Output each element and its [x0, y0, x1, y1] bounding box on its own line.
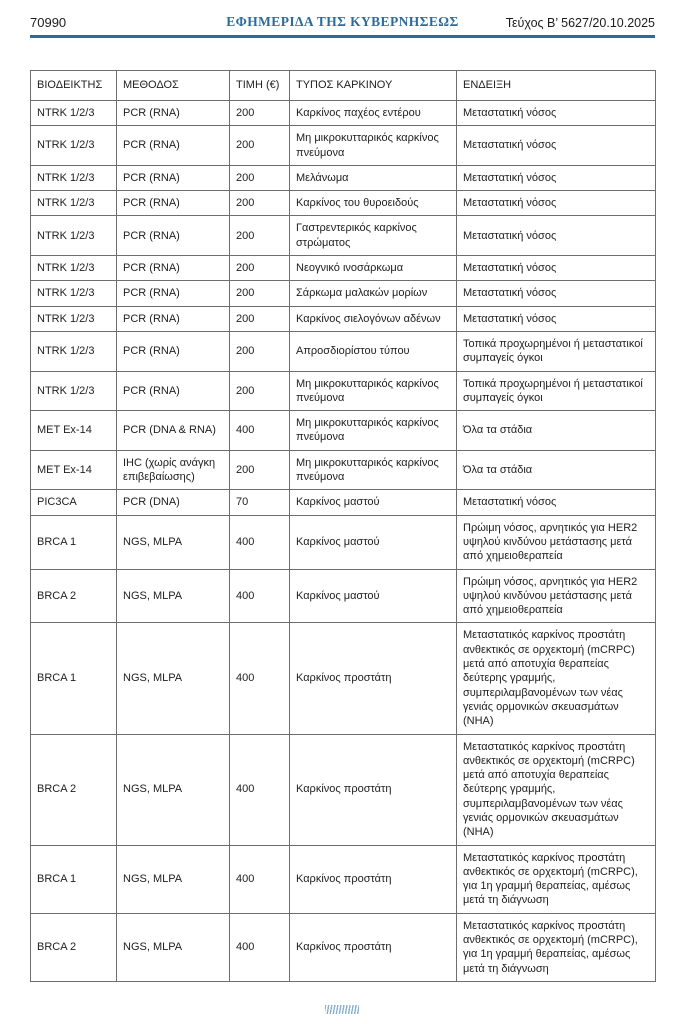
table-row — [31, 101, 656, 126]
table-cell: 400 — [230, 623, 290, 734]
table-cell: Μεταστατική νόσος — [457, 165, 656, 190]
table-cell: NGS, MLPA — [117, 623, 230, 734]
table-cell: NTRK 1/2/3 — [31, 101, 117, 126]
table-row — [31, 734, 656, 845]
table-cell: 200 — [230, 165, 290, 190]
table-cell: Μεταστατικός καρκίνος προστάτη ανθεκτικός σε ορχεκτομή (mCRPC) μετά από αποτυχία θεραπείας δεύτερης γραμμής, συμπεριλαμβανομένων των νέας γενιάς ορμονικών σκευασμάτων (NHA) — [457, 623, 656, 734]
table-row — [31, 216, 656, 256]
table-cell: Τοπικά προχωρημένοι ή μεταστατικοί συμπαγείς όγκοι — [457, 331, 656, 371]
table-cell: MET Ex-14 — [31, 450, 117, 490]
table-cell: 200 — [230, 216, 290, 256]
table-cell: NGS, MLPA — [117, 515, 230, 569]
table-cell: NTRK 1/2/3 — [31, 371, 117, 411]
table-cell: Μεταστατική νόσος — [457, 256, 656, 281]
table-row — [31, 569, 656, 623]
table-row — [31, 411, 656, 451]
table-cell: Νεογνικό ινοσάρκωμα — [290, 256, 457, 281]
table-cell: Καρκίνος προστάτη — [290, 845, 457, 913]
table-cell: 200 — [230, 256, 290, 281]
table-cell: 400 — [230, 913, 290, 981]
column-header: ΒΙΟΔΕΙΚΤΗΣ — [31, 71, 117, 101]
table-cell: Καρκίνος παχέος εντέρου — [290, 101, 457, 126]
table-cell: BRCA 2 — [31, 569, 117, 623]
table-cell: Καρκίνος μαστού — [290, 515, 457, 569]
table-cell: 70 — [230, 490, 290, 515]
table-row — [31, 450, 656, 490]
issue-info: Τεύχος Β’ 5627/20.10.2025 — [505, 16, 655, 30]
table-cell: Μη μικροκυτταρικός καρκίνος πνεύμονα — [290, 126, 457, 166]
table-cell: PIC3CA — [31, 490, 117, 515]
biomarkers-table — [30, 70, 656, 982]
table-cell: Μεταστατικός καρκίνος προστάτη ανθεκτικός σε ορχεκτομή (mCRPC) μετά από αποτυχία θεραπείας δεύτερης γραμμής, συμπεριλαμβανομένων των νέας γενιάς ορμονικών σκευασμάτων (NHA) — [457, 734, 656, 845]
table-cell: Γαστρεντερικός καρκίνος στρώματος — [290, 216, 457, 256]
table-cell: PCR (RNA) — [117, 371, 230, 411]
table-row — [31, 515, 656, 569]
table-cell: Μεταστατική νόσος — [457, 306, 656, 331]
table-cell: PCR (RNA) — [117, 165, 230, 190]
footer-stamp — [325, 1005, 359, 1014]
table-cell: Απροσδιορίστου τύπου — [290, 331, 457, 371]
table-cell: Καρκίνος μαστού — [290, 569, 457, 623]
page-header — [30, 14, 655, 30]
table-cell: 200 — [230, 281, 290, 306]
table-cell: NGS, MLPA — [117, 734, 230, 845]
table-cell: Καρκίνος προστάτη — [290, 623, 457, 734]
table-row — [31, 845, 656, 913]
table-cell: NTRK 1/2/3 — [31, 331, 117, 371]
table-cell: Μεταστατική νόσος — [457, 490, 656, 515]
table-cell: Σάρκωμα μαλακών μορίων — [290, 281, 457, 306]
table-cell: Μεταστατική νόσος — [457, 216, 656, 256]
table-cell: IHC (χωρίς ανάγκη επιβεβαίωσης) — [117, 450, 230, 490]
table-row — [31, 165, 656, 190]
table-cell: NGS, MLPA — [117, 569, 230, 623]
table-cell: PCR (RNA) — [117, 101, 230, 126]
table-cell: 200 — [230, 101, 290, 126]
table-cell: 200 — [230, 191, 290, 216]
table-cell: Καρκίνος του θυροειδούς — [290, 191, 457, 216]
table-cell: Πρώιμη νόσος, αρνητικός για HER2 υψηλού κινδύνου μετάστασης μετά από χημειοθεραπεία — [457, 515, 656, 569]
table-cell: Πρώιμη νόσος, αρνητικός για HER2 υψηλού κινδύνου μετάστασης μετά από χημειοθεραπεία — [457, 569, 656, 623]
column-header: ΤΥΠΟΣ ΚΑΡΚΙΝΟΥ — [290, 71, 457, 101]
table-row — [31, 191, 656, 216]
table-cell: 200 — [230, 126, 290, 166]
table-cell: PCR (RNA) — [117, 126, 230, 166]
table-cell: Μη μικροκυτταρικός καρκίνος πνεύμονα — [290, 450, 457, 490]
column-header: ΜΕΘΟΔΟΣ — [117, 71, 230, 101]
table-row — [31, 256, 656, 281]
table-cell: Μεταστατική νόσος — [457, 281, 656, 306]
table-cell: NTRK 1/2/3 — [31, 216, 117, 256]
table-cell: Καρκίνος προστάτη — [290, 913, 457, 981]
biomarkers-table-container — [30, 70, 656, 982]
table-header-row — [31, 71, 656, 101]
table-cell: 200 — [230, 371, 290, 411]
table-row — [31, 913, 656, 981]
table-cell: NGS, MLPA — [117, 913, 230, 981]
table-cell: PCR (RNA) — [117, 191, 230, 216]
table-cell: BRCA 2 — [31, 913, 117, 981]
table-cell: PCR (RNA) — [117, 256, 230, 281]
table-cell: PCR (RNA) — [117, 216, 230, 256]
table-cell: Μεταστατικός καρκίνος προστάτη ανθεκτικός σε ορχεκτομή (mCRPC), για 1η γραμμή θεραπείας, αμέσως μετά τη διάγνωση — [457, 913, 656, 981]
table-row — [31, 331, 656, 371]
table-cell: NGS, MLPA — [117, 845, 230, 913]
column-header: ΤΙΜΗ (€) — [230, 71, 290, 101]
table-cell: NTRK 1/2/3 — [31, 306, 117, 331]
table-cell: Μεταστατικός καρκίνος προστάτη ανθεκτικός σε ορχεκτομή (mCRPC), για 1η γραμμή θεραπείας, αμέσως μετά τη διάγνωση — [457, 845, 656, 913]
table-cell: NTRK 1/2/3 — [31, 126, 117, 166]
table-cell: NTRK 1/2/3 — [31, 281, 117, 306]
gazette-title: ΕΦΗΜΕΡΙΔΑ ΤΗΣ ΚΥΒΕΡΝΗΣΕΩΣ — [226, 14, 459, 29]
table-cell: NTRK 1/2/3 — [31, 256, 117, 281]
table-cell: Μεταστατική νόσος — [457, 191, 656, 216]
page-number: 70990 — [30, 15, 67, 30]
column-header: ΕΝΔΕΙΞΗ — [457, 71, 656, 101]
table-row — [31, 490, 656, 515]
table-cell: Μη μικροκυτταρικός καρκίνος πνεύμονα — [290, 371, 457, 411]
table-cell: BRCA 1 — [31, 623, 117, 734]
table-cell: PCR (RNA) — [117, 331, 230, 371]
table-cell: 200 — [230, 331, 290, 371]
table-cell: NTRK 1/2/3 — [31, 165, 117, 190]
table-row — [31, 126, 656, 166]
table-cell: 200 — [230, 306, 290, 331]
table-cell: 400 — [230, 734, 290, 845]
table-cell: Μεταστατική νόσος — [457, 101, 656, 126]
table-cell: Τοπικά προχωρημένοι ή μεταστατικοί συμπαγείς όγκοι — [457, 371, 656, 411]
table-cell: 400 — [230, 569, 290, 623]
table-cell: BRCA 1 — [31, 845, 117, 913]
header-rule — [30, 35, 655, 38]
table-cell: Μη μικροκυτταρικός καρκίνος πνεύμονα — [290, 411, 457, 451]
table-row — [31, 281, 656, 306]
table-cell: BRCA 1 — [31, 515, 117, 569]
table-cell: PCR (RNA) — [117, 306, 230, 331]
table-cell: MET Ex-14 — [31, 411, 117, 451]
table-cell: Όλα τα στάδια — [457, 450, 656, 490]
table-cell: 400 — [230, 411, 290, 451]
table-cell: Καρκίνος προστάτη — [290, 734, 457, 845]
table-cell: NTRK 1/2/3 — [31, 191, 117, 216]
table-cell: 400 — [230, 845, 290, 913]
table-cell: Μελάνωμα — [290, 165, 457, 190]
table-row — [31, 371, 656, 411]
table-cell: PCR (DNA) — [117, 490, 230, 515]
table-cell: Μεταστατική νόσος — [457, 126, 656, 166]
table-cell: PCR (DNA & RNA) — [117, 411, 230, 451]
table-cell: PCR (RNA) — [117, 281, 230, 306]
table-cell: BRCA 2 — [31, 734, 117, 845]
table-cell: Καρκίνος σιελογόνων αδένων — [290, 306, 457, 331]
table-row — [31, 623, 656, 734]
table-cell: Καρκίνος μαστού — [290, 490, 457, 515]
table-cell: Όλα τα στάδια — [457, 411, 656, 451]
table-cell: 400 — [230, 515, 290, 569]
table-row — [31, 306, 656, 331]
table-cell: 200 — [230, 450, 290, 490]
